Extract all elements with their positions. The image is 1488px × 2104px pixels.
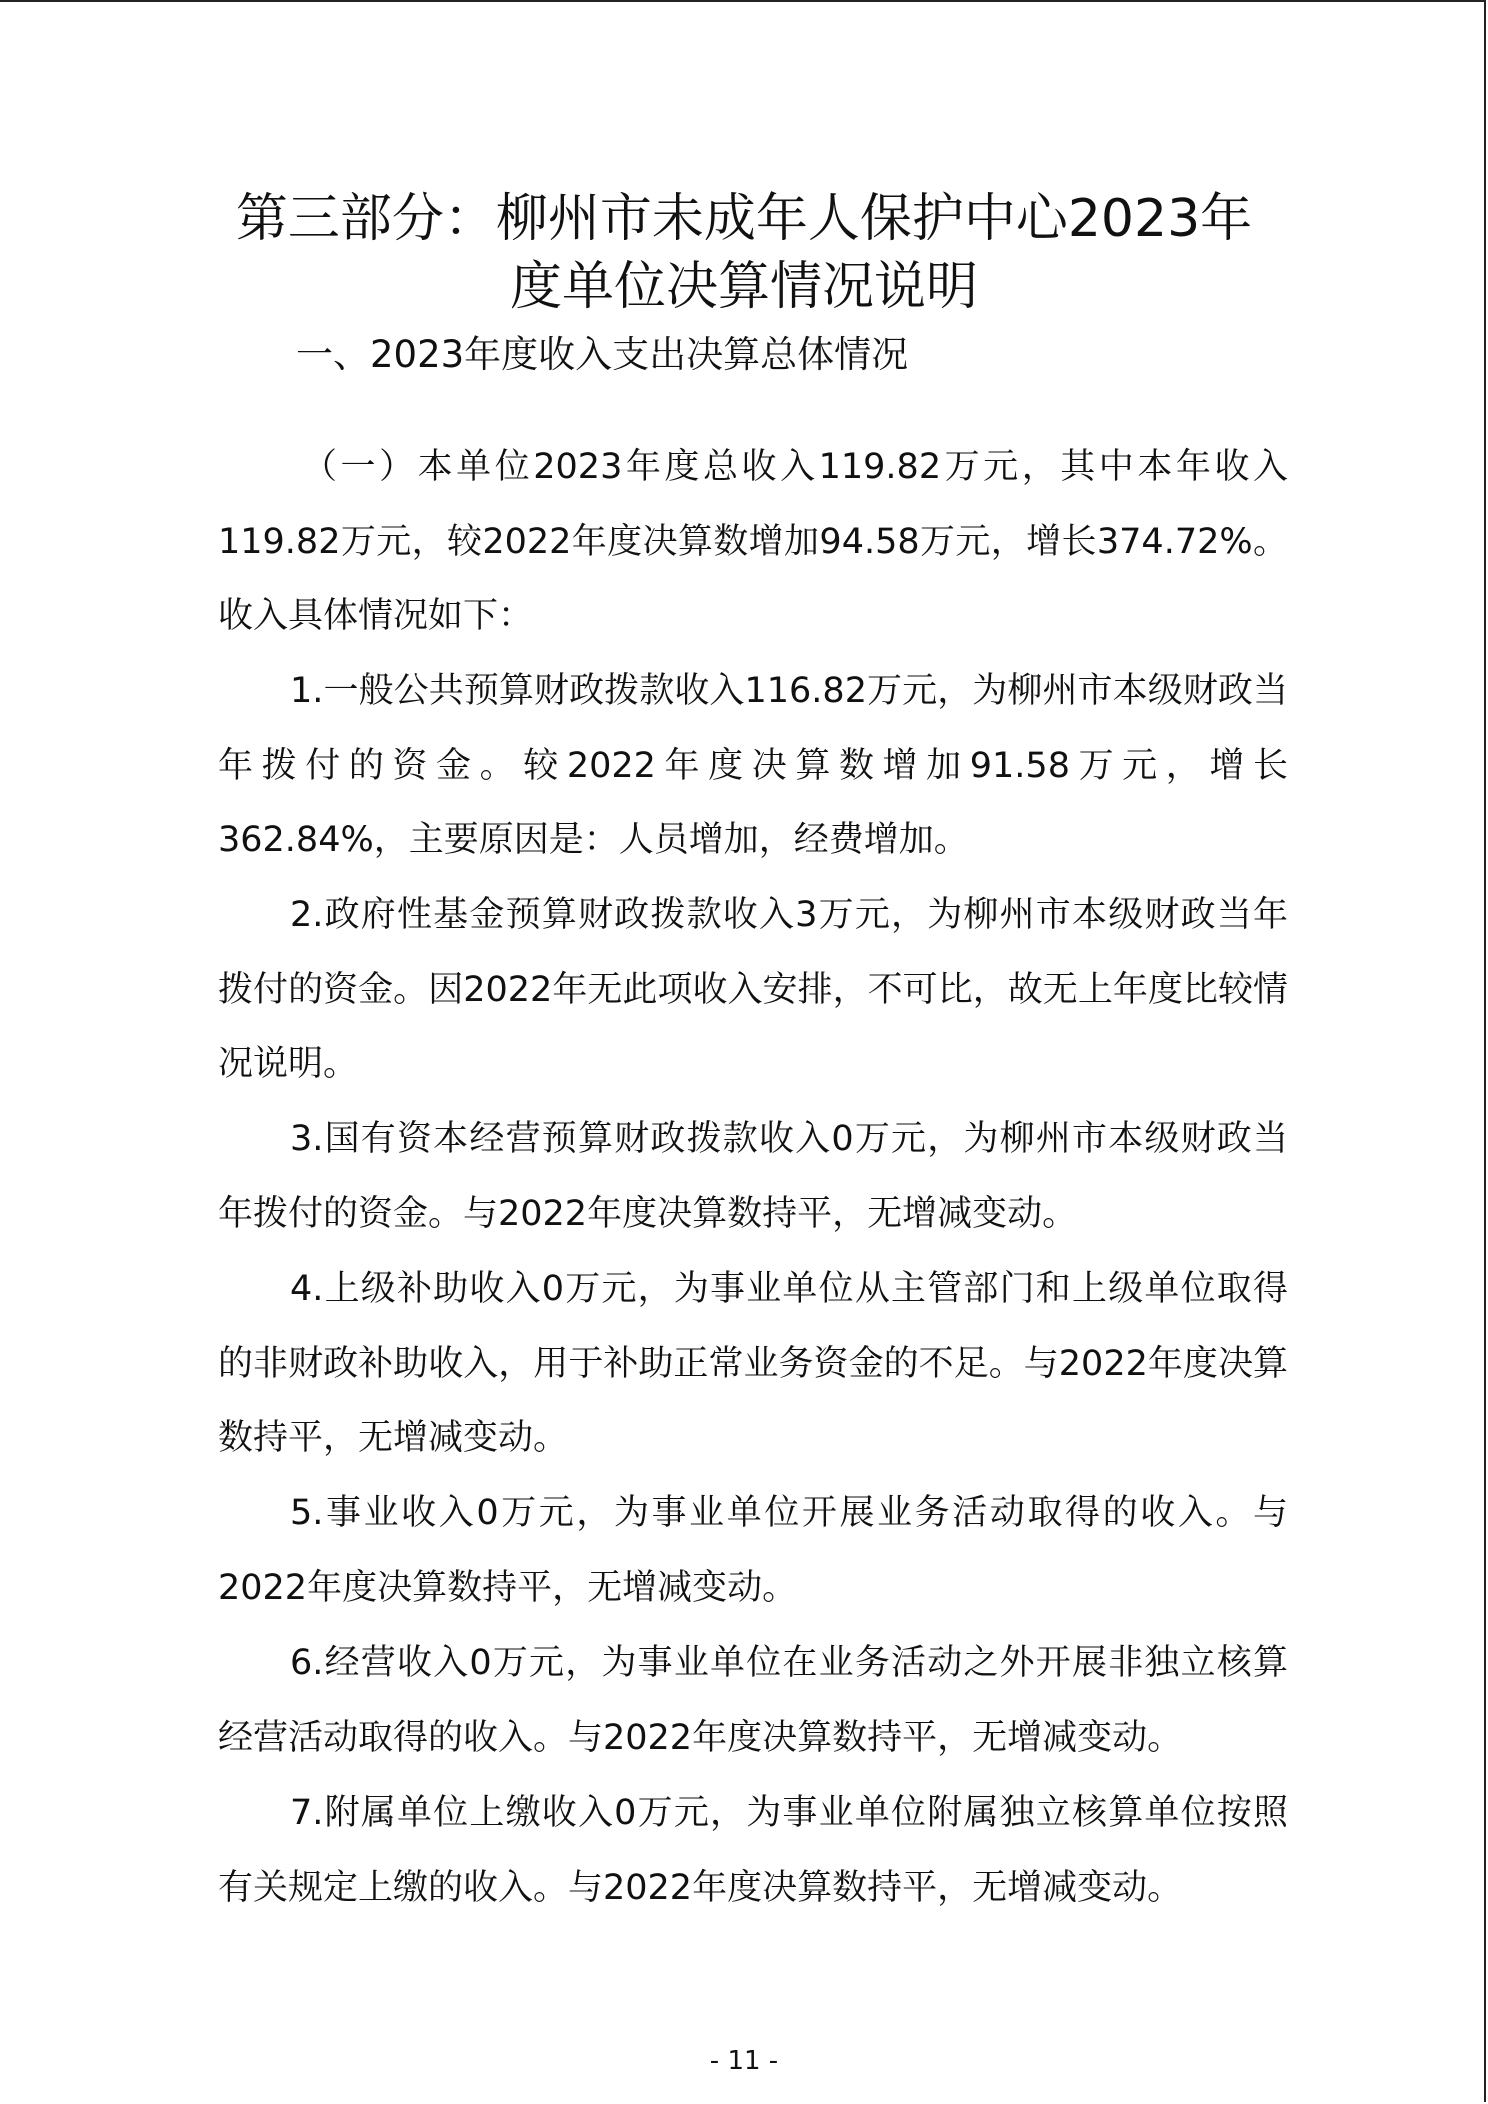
paragraph-total-income: （一）本单位2023年度总收入119.82万元，其中本年收入119.82万元，较2022年度决算数增加94.58万元，增长374.72%。收入具体情况如下： [218,447,1288,636]
paragraph-affiliate-income: 7.附属单位上缴收入0万元，为事业单位附属独立核算单位按照有关规定上缴的收入。与2022年度决算数持平，无增减变动。 [218,1793,1288,1908]
page-number: - 11 - [709,2046,779,2076]
title-line-2: 度单位决算情况说明 [509,256,978,317]
paragraph-state-capital: 3.国有资本经营预算财政拨款收入0万元，为柳州市本级财政当年拨付的资金。与2022年度决算数持平，无增减变动。 [218,1119,1288,1234]
section-heading: 一、2023年度收入支出决算总体情况 [296,333,909,376]
title-line-1: 第三部分：柳州市未成年人保护中心2023年 [235,188,1253,249]
paragraph-operating-income: 6.经营收入0万元，为事业单位在业务活动之外开展非独立核算经营活动取得的收入。与2022年度决算数持平，无增减变动。 [218,1643,1288,1758]
paragraph-business-income: 5.事业收入0万元，为事业单位开展业务活动取得的收入。与2022年度决算数持平，无增减变动。 [218,1493,1288,1608]
paragraph-general-budget: 1.一般公共预算财政拨款收入116.82万元，为柳州市本级财政当年拨付的资金。较2022年度决算数增加91.58万元，增长362.84%，主要原因是：人员增加，经费增加。 [218,671,1288,860]
paragraph-superior-subsidy: 4.上级补助收入0万元，为事业单位从主管部门和上级单位取得的非财政补助收入，用于补助正常业务资金的不足。与2022年度决算数持平，无增减变动。 [218,1269,1288,1458]
paragraph-government-fund: 2.政府性基金预算财政拨款收入3万元，为柳州市本级财政当年拨付的资金。因2022年无此项收入安排，不可比，故无上年度比较情况说明。 [218,895,1288,1084]
document-title [150,185,1338,321]
